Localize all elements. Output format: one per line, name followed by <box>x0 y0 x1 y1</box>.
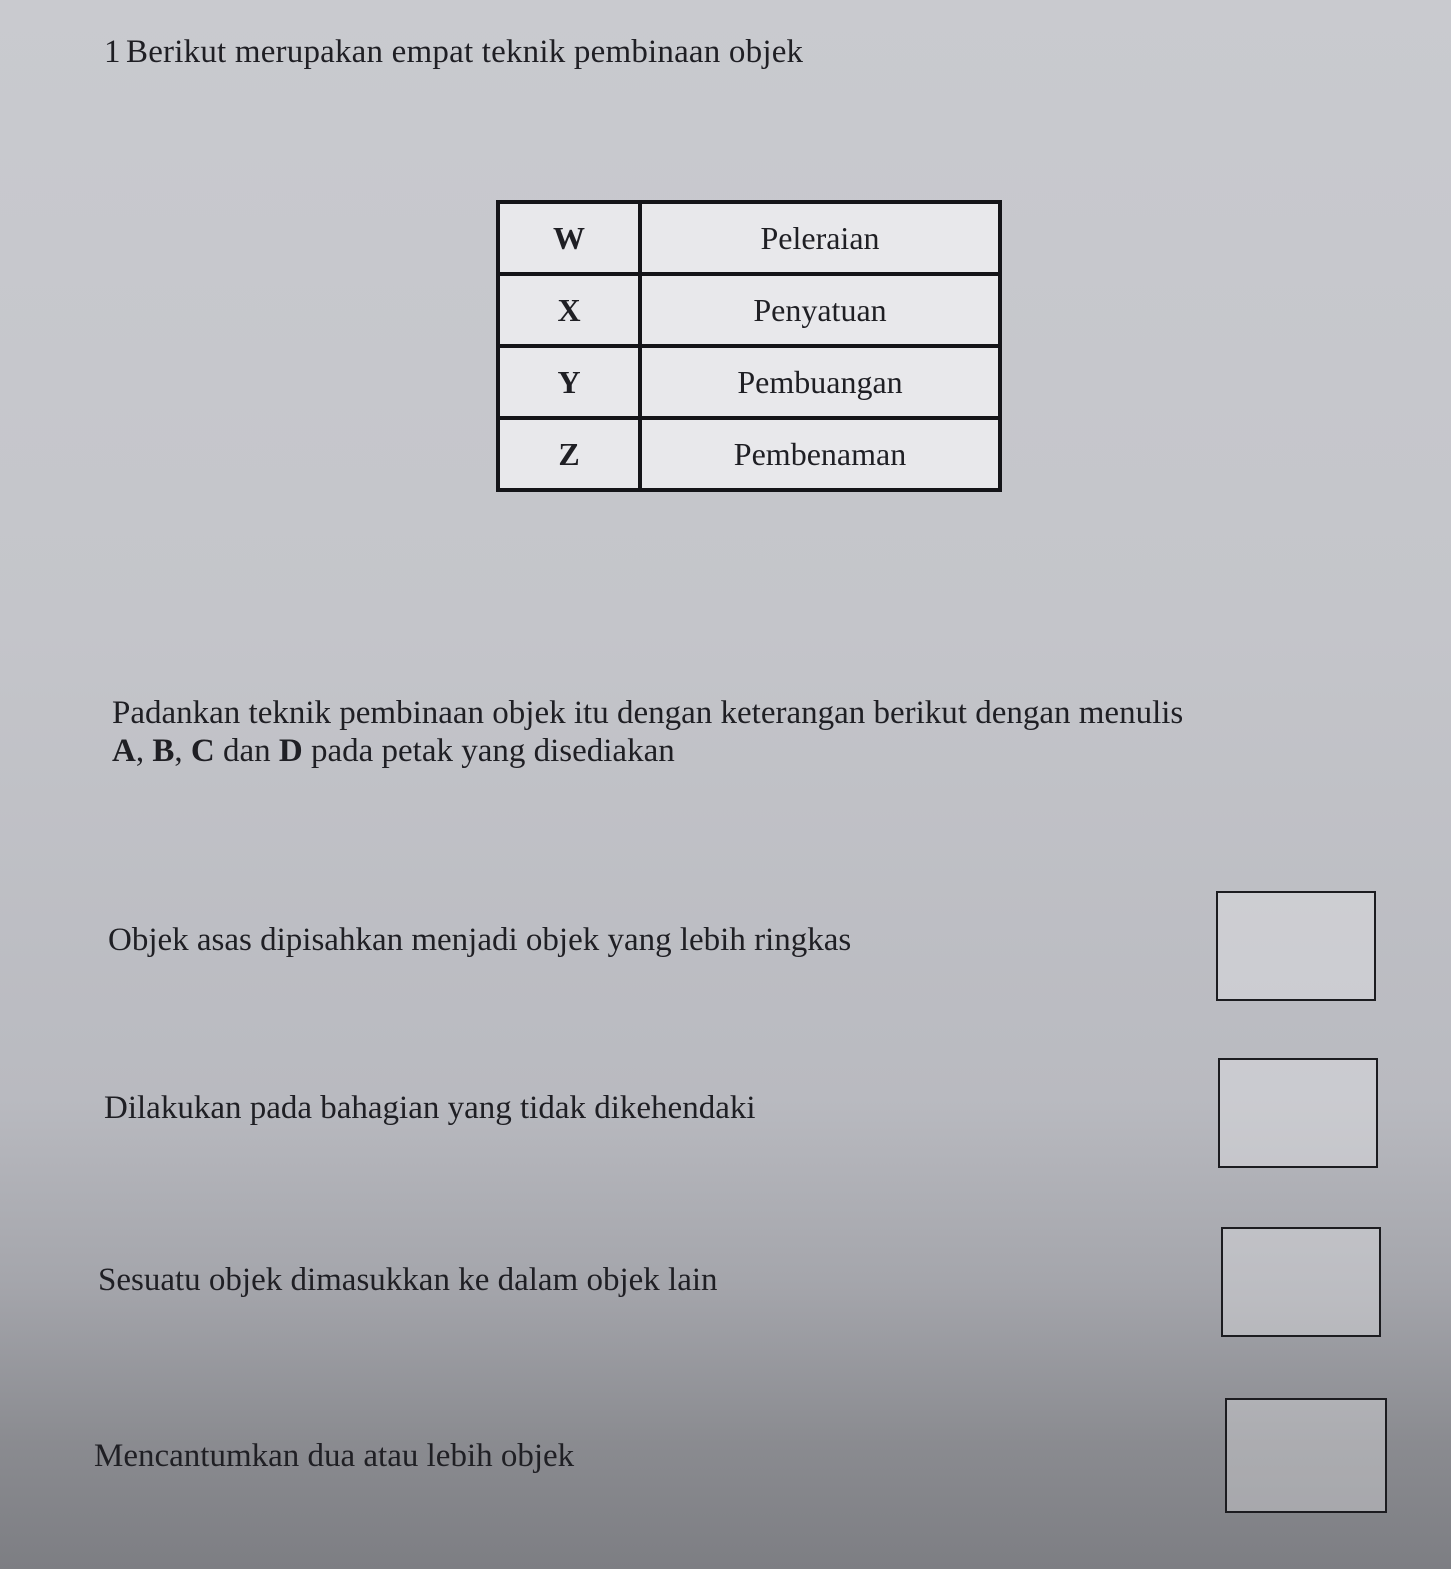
technique-letter-y: Y <box>498 346 640 418</box>
technique-letter-w: W <box>498 202 640 274</box>
question-number: 1 <box>104 34 121 70</box>
question-stem: Berikut merupakan empat teknik pembinaan objek <box>126 34 804 70</box>
table-row <box>498 202 1000 274</box>
statement-3: Sesuatu objek dimasukkan ke dalam objek lain <box>98 1262 718 1298</box>
technique-letter-x: X <box>498 274 640 346</box>
instruction-separator: , <box>174 733 191 769</box>
answer-box-4[interactable] <box>1225 1398 1387 1513</box>
option-letter-b: B <box>152 733 175 769</box>
option-letter-d: D <box>278 733 303 769</box>
instruction-text <box>112 694 1372 770</box>
answer-box-2[interactable] <box>1218 1058 1378 1168</box>
instruction-separator: , <box>135 733 153 769</box>
technique-name-penyatuan: Penyatuan <box>640 274 1000 346</box>
technique-name-pembuangan: Pembuangan <box>640 346 1000 418</box>
technique-letter-z: Z <box>498 418 640 490</box>
instruction-line-1: Padankan teknik pembinaan objek itu dengan keterangan berikut dengan menulis <box>112 695 1184 731</box>
table-row <box>498 274 1000 346</box>
statement-4: Mencantumkan dua atau lebih objek <box>94 1438 575 1474</box>
statement-1: Objek asas dipisahkan menjadi objek yang lebih ringkas <box>108 922 852 958</box>
option-letter-a: A <box>112 733 136 769</box>
answer-box-1[interactable] <box>1216 891 1376 1001</box>
table-row <box>498 346 1000 418</box>
technique-table <box>496 200 1002 492</box>
answer-box-3[interactable] <box>1221 1227 1381 1337</box>
option-letter-c: C <box>190 733 215 769</box>
table-row <box>498 418 1000 490</box>
technique-name-pembenaman: Pembenaman <box>640 418 1000 490</box>
instruction-conjunction: dan <box>214 733 279 769</box>
technique-name-peleraian: Peleraian <box>640 202 1000 274</box>
statement-2: Dilakukan pada bahagian yang tidak dikehendaki <box>104 1090 756 1126</box>
instruction-tail: pada petak yang disediakan <box>302 733 675 769</box>
